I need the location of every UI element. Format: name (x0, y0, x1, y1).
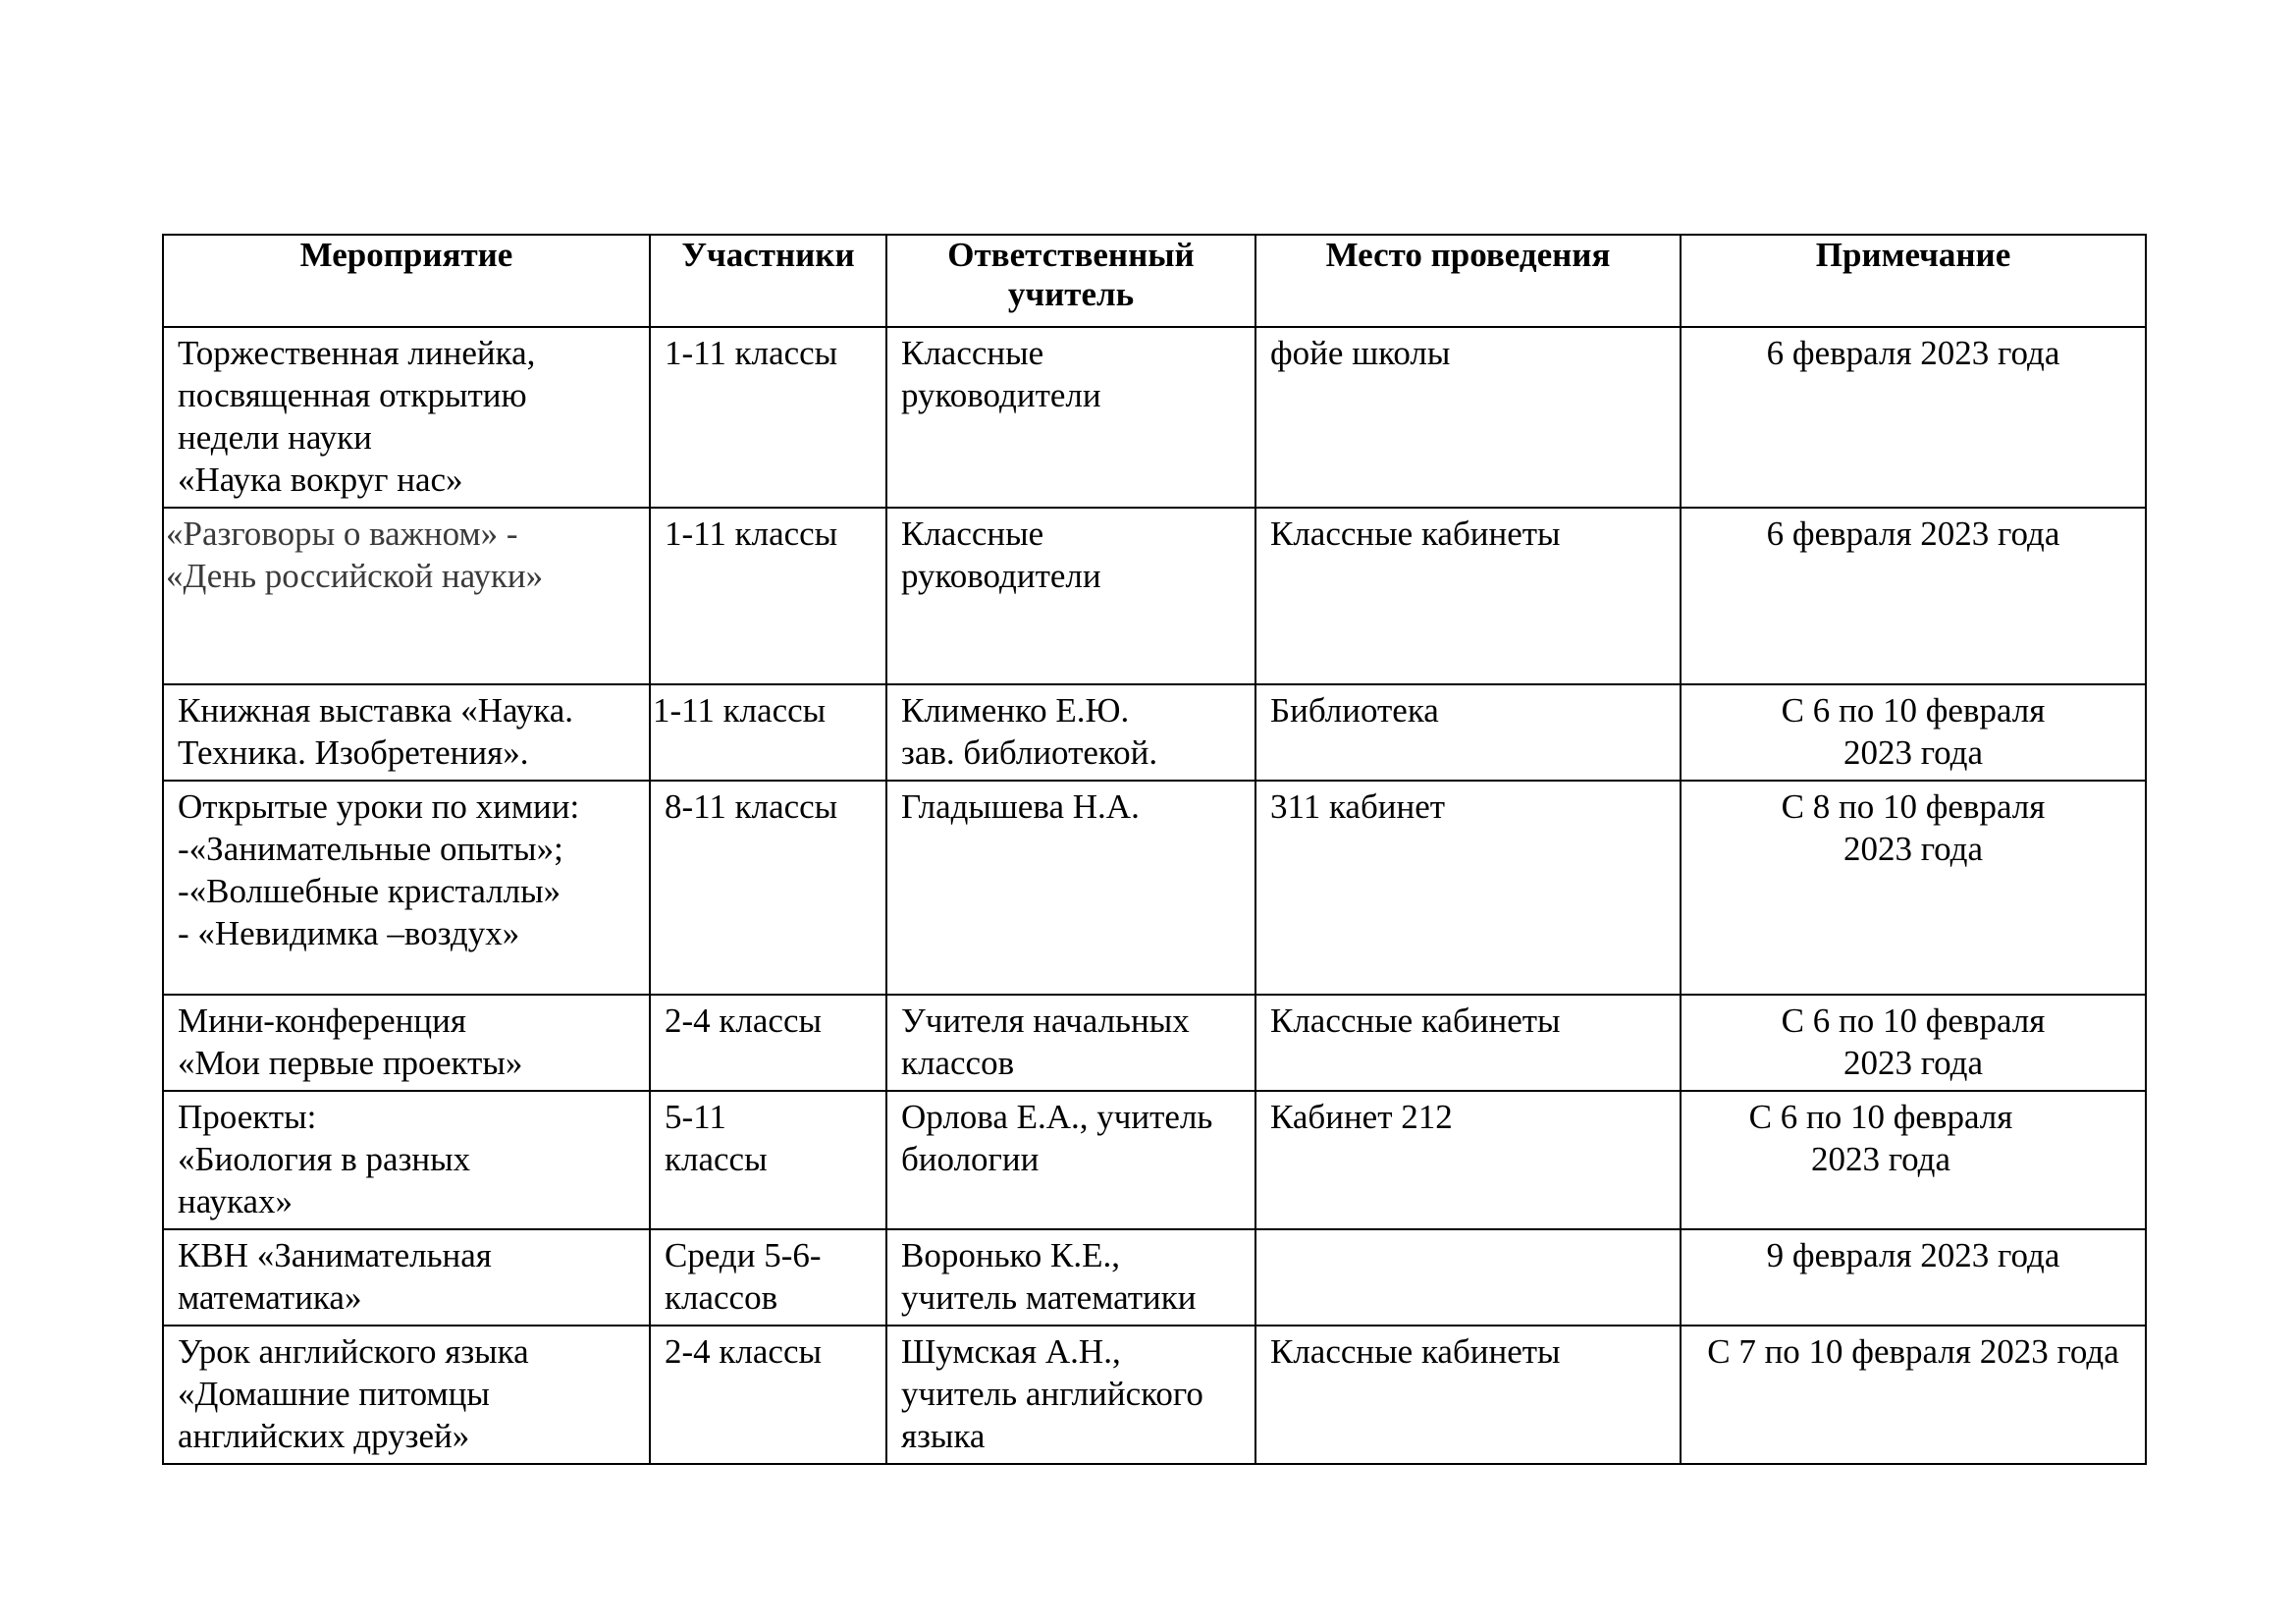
events-schedule-table (162, 234, 2147, 1465)
table-row (163, 1229, 2146, 1326)
cell-event-line: математика» (178, 1278, 362, 1317)
cell-event-line: посвященная открытию (178, 376, 527, 414)
cell-event (163, 781, 650, 995)
header-participants (650, 235, 886, 327)
cell-event-line: «Биология в разных (178, 1140, 471, 1178)
cell-event (163, 1326, 650, 1464)
cell-event-line: Урок английского языка (178, 1332, 529, 1371)
cell-event-line: Открытые уроки по химии: (178, 787, 580, 826)
cell-place-line: Библиотека (1270, 691, 1439, 730)
cell-responsible-line: зав. библиотекой. (901, 733, 1158, 772)
cell-participants (650, 684, 886, 781)
cell-event-line: «Домашние питомцы (178, 1375, 490, 1413)
cell-event-line: недели науки (178, 418, 372, 457)
cell-participants (650, 781, 886, 995)
cell-event-line: Проекты: (178, 1098, 317, 1136)
cell-event (163, 995, 650, 1091)
cell-event-line: - «Невидимка –воздух» (178, 914, 520, 952)
cell-responsible-line: Классные (901, 514, 1044, 553)
cell-responsible-line: Классные (901, 334, 1044, 372)
cell-responsible-line: учитель математики (901, 1278, 1197, 1317)
cell-note (1681, 684, 2146, 781)
cell-event-line: «День российской науки» (166, 557, 544, 595)
cell-responsible-line: Учителя начальных (901, 1001, 1190, 1040)
cell-note (1681, 995, 2146, 1091)
cell-note-line: С 6 по 10 февраля (1781, 691, 2046, 730)
cell-place (1255, 1091, 1681, 1229)
cell-event-line: науках» (178, 1182, 293, 1220)
cell-place-line: Классные кабинеты (1270, 1001, 1561, 1040)
table-row (163, 781, 2146, 995)
cell-note (1681, 1229, 2146, 1326)
cell-participants-line: 1-11 классы (665, 514, 838, 553)
header-event (163, 235, 650, 327)
cell-participants-line: 1-11 классы (653, 691, 827, 730)
table-row (163, 327, 2146, 508)
cell-responsible-line: Шумская А.Н., (901, 1332, 1121, 1371)
cell-place-line: Кабинет 212 (1270, 1098, 1453, 1136)
cell-event (163, 1229, 650, 1326)
cell-note (1681, 781, 2146, 995)
cell-responsible-line: Орлова Е.А., учитель (901, 1098, 1213, 1136)
cell-event-line: Торжественная линейка, (178, 334, 536, 372)
cell-event-line: Техника. Изобретения». (178, 733, 529, 772)
cell-place (1255, 327, 1681, 508)
cell-event-line: Книжная выставка «Наука. (178, 691, 574, 730)
cell-place-line: 311 кабинет (1270, 787, 1446, 826)
cell-responsible-line: биологии (901, 1140, 1040, 1178)
cell-responsible (886, 1229, 1255, 1326)
cell-participants (650, 327, 886, 508)
cell-event-line: Мини-конференция (178, 1001, 466, 1040)
cell-event-line: КВН «Занимательная (178, 1236, 492, 1274)
header-place-label: Место проведения (1325, 236, 1611, 274)
cell-place (1255, 1326, 1681, 1464)
cell-participants (650, 1091, 886, 1229)
cell-place-line: Классные кабинеты (1270, 1332, 1561, 1371)
cell-responsible (886, 781, 1255, 995)
table-row (163, 1091, 2146, 1229)
cell-note-line: 2023 года (1810, 1140, 1951, 1178)
cell-place (1255, 684, 1681, 781)
cell-note-line: 2023 года (1842, 733, 1984, 772)
table-row (163, 995, 2146, 1091)
cell-note-line: 9 февраля 2023 года (1766, 1236, 2060, 1274)
cell-responsible-line: Клименко Е.Ю. (901, 691, 1130, 730)
cell-note (1681, 1326, 2146, 1464)
cell-responsible (886, 1326, 1255, 1464)
cell-note-line: С 6 по 10 февраля (1781, 1001, 2046, 1040)
header-participants-label: Участники (681, 236, 855, 274)
header-note-label: Примечание (1815, 236, 2011, 274)
cell-responsible-line: учитель английского (901, 1375, 1203, 1413)
cell-event-line: «Наука вокруг нас» (178, 460, 463, 499)
cell-participants (650, 508, 886, 684)
cell-participants-line: 1-11 классы (665, 334, 838, 372)
cell-event-line: -«Занимательные опыты»; (178, 830, 563, 868)
cell-place (1255, 1229, 1681, 1326)
table-header-row (163, 235, 2146, 327)
cell-note-line: 2023 года (1842, 830, 1984, 868)
cell-participants-line: классы (665, 1140, 768, 1178)
cell-responsible-line: Воронько К.Е., (901, 1236, 1120, 1274)
cell-event-line: английских друзей» (178, 1417, 470, 1455)
cell-note-line: С 7 по 10 февраля 2023 года (1707, 1332, 2119, 1371)
cell-place (1255, 508, 1681, 684)
cell-event (163, 327, 650, 508)
cell-participants-line: 2-4 классы (665, 1001, 822, 1040)
cell-responsible (886, 1091, 1255, 1229)
cell-note-line: С 6 по 10 февраля (1748, 1098, 2013, 1136)
header-responsible-label-2: учитель (1007, 275, 1135, 313)
cell-participants-line: Среди 5-6- (665, 1236, 822, 1274)
cell-responsible-line: руководители (901, 376, 1101, 414)
cell-event-line: «Разговоры о важном» - (166, 514, 518, 553)
header-event-label: Мероприятие (299, 236, 513, 274)
cell-note-line: С 8 по 10 февраля (1781, 787, 2046, 826)
cell-event-line: -«Волшебные кристаллы» (178, 872, 561, 910)
header-responsible (886, 235, 1255, 327)
cell-participants-line: классов (665, 1278, 778, 1317)
cell-note (1681, 508, 2146, 684)
cell-responsible-line: классов (901, 1044, 1015, 1082)
cell-note-line: 6 февраля 2023 года (1766, 514, 2060, 553)
header-place (1255, 235, 1681, 327)
cell-participants-line: 5-11 (665, 1098, 726, 1136)
cell-participants (650, 1326, 886, 1464)
cell-event (163, 508, 650, 684)
cell-event-line: «Мои первые проекты» (178, 1044, 523, 1082)
cell-place-line: Классные кабинеты (1270, 514, 1561, 553)
table-row (163, 1326, 2146, 1464)
cell-note-line: 2023 года (1842, 1044, 1984, 1082)
cell-event (163, 684, 650, 781)
cell-place (1255, 995, 1681, 1091)
cell-note (1681, 1091, 2146, 1229)
cell-participants (650, 1229, 886, 1326)
cell-note (1681, 327, 2146, 508)
cell-responsible (886, 995, 1255, 1091)
cell-responsible (886, 327, 1255, 508)
header-note (1681, 235, 2146, 327)
cell-place-line: фойе школы (1270, 334, 1451, 372)
cell-note-line: 6 февраля 2023 года (1766, 334, 2060, 372)
cell-responsible (886, 508, 1255, 684)
cell-participants-line: 8-11 классы (665, 787, 838, 826)
table-row (163, 508, 2146, 684)
cell-place (1255, 781, 1681, 995)
cell-responsible-line: языка (901, 1417, 986, 1455)
header-responsible-label-1: Ответственный (947, 236, 1195, 274)
cell-responsible-line: Гладышева Н.А. (901, 787, 1140, 826)
table-row (163, 684, 2146, 781)
cell-participants (650, 995, 886, 1091)
cell-participants-line: 2-4 классы (665, 1332, 822, 1371)
cell-responsible-line: руководители (901, 557, 1101, 595)
cell-responsible (886, 684, 1255, 781)
cell-event (163, 1091, 650, 1229)
